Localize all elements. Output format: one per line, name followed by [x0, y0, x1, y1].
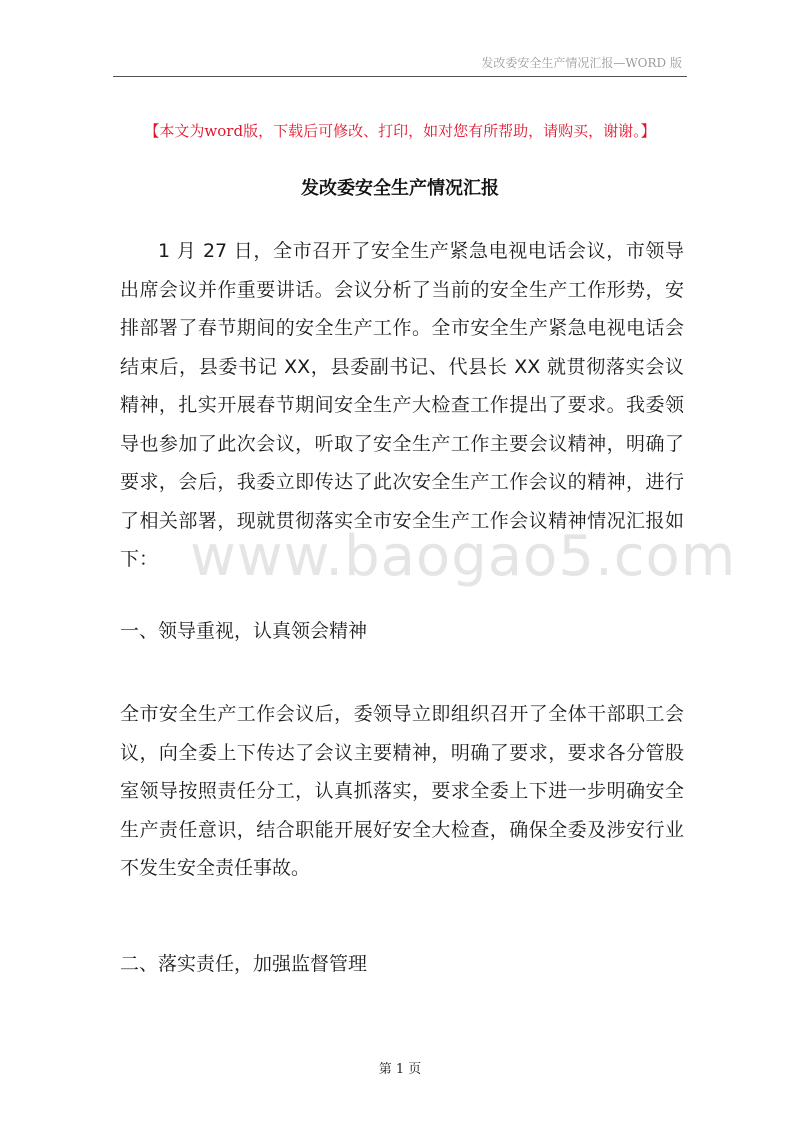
- site-watermark: www.baogao5.com: [190, 524, 737, 589]
- purchase-notice: 【本文为word版，下载后可修改、打印，如对您有所帮助，请购买，谢谢。】: [144, 122, 656, 140]
- section-heading-1: 一、领导重视，认真领会精神: [120, 620, 368, 642]
- body-paragraph-1: 1 月 27 日，全市召开了安全生产紧急电视电话会议，市领导出席会议并作重要讲话。会议分析了当前的安全生产工作形势，安排部署了春节期间的安全生产工作。全市安全生产紧急电视电话会结束后，县委书记 XX，县委副书记、代县长 XX 就贯彻落实会议精神，扎实开展春节期间安全生产大检查工作提出了要求。我委领导也参加了此次会议，听取了安全生产工作主要会议精神，明确了要求，会后，我委立即传达了此次安全生产工作会议的精神，进行了相关部署，现就贯彻落实全市安全生产工作会议精神情况汇报如下：: [120, 240, 684, 570]
- header-divider: [113, 76, 687, 77]
- body-paragraph-2: 全市安全生产工作会议后，委领导立即组织召开了全体干部职工会议，向全委上下传达了会议主要精神，明确了要求，要求各分管股室领导按照责任分工，认真抓落实，要求全委上下进一步明确安全生产责任意识，结合职能开展好安全大检查，确保全委及涉安行业不发生安全责任事故。: [120, 703, 684, 879]
- section-heading-2: 二、落实责任，加强监督管理: [120, 953, 368, 975]
- document-title: 发改委安全生产情况汇报: [301, 178, 499, 199]
- running-header: 发改委安全生产情况汇报—WORD 版: [481, 56, 682, 70]
- page-number: 第 1 页: [378, 1062, 422, 1077]
